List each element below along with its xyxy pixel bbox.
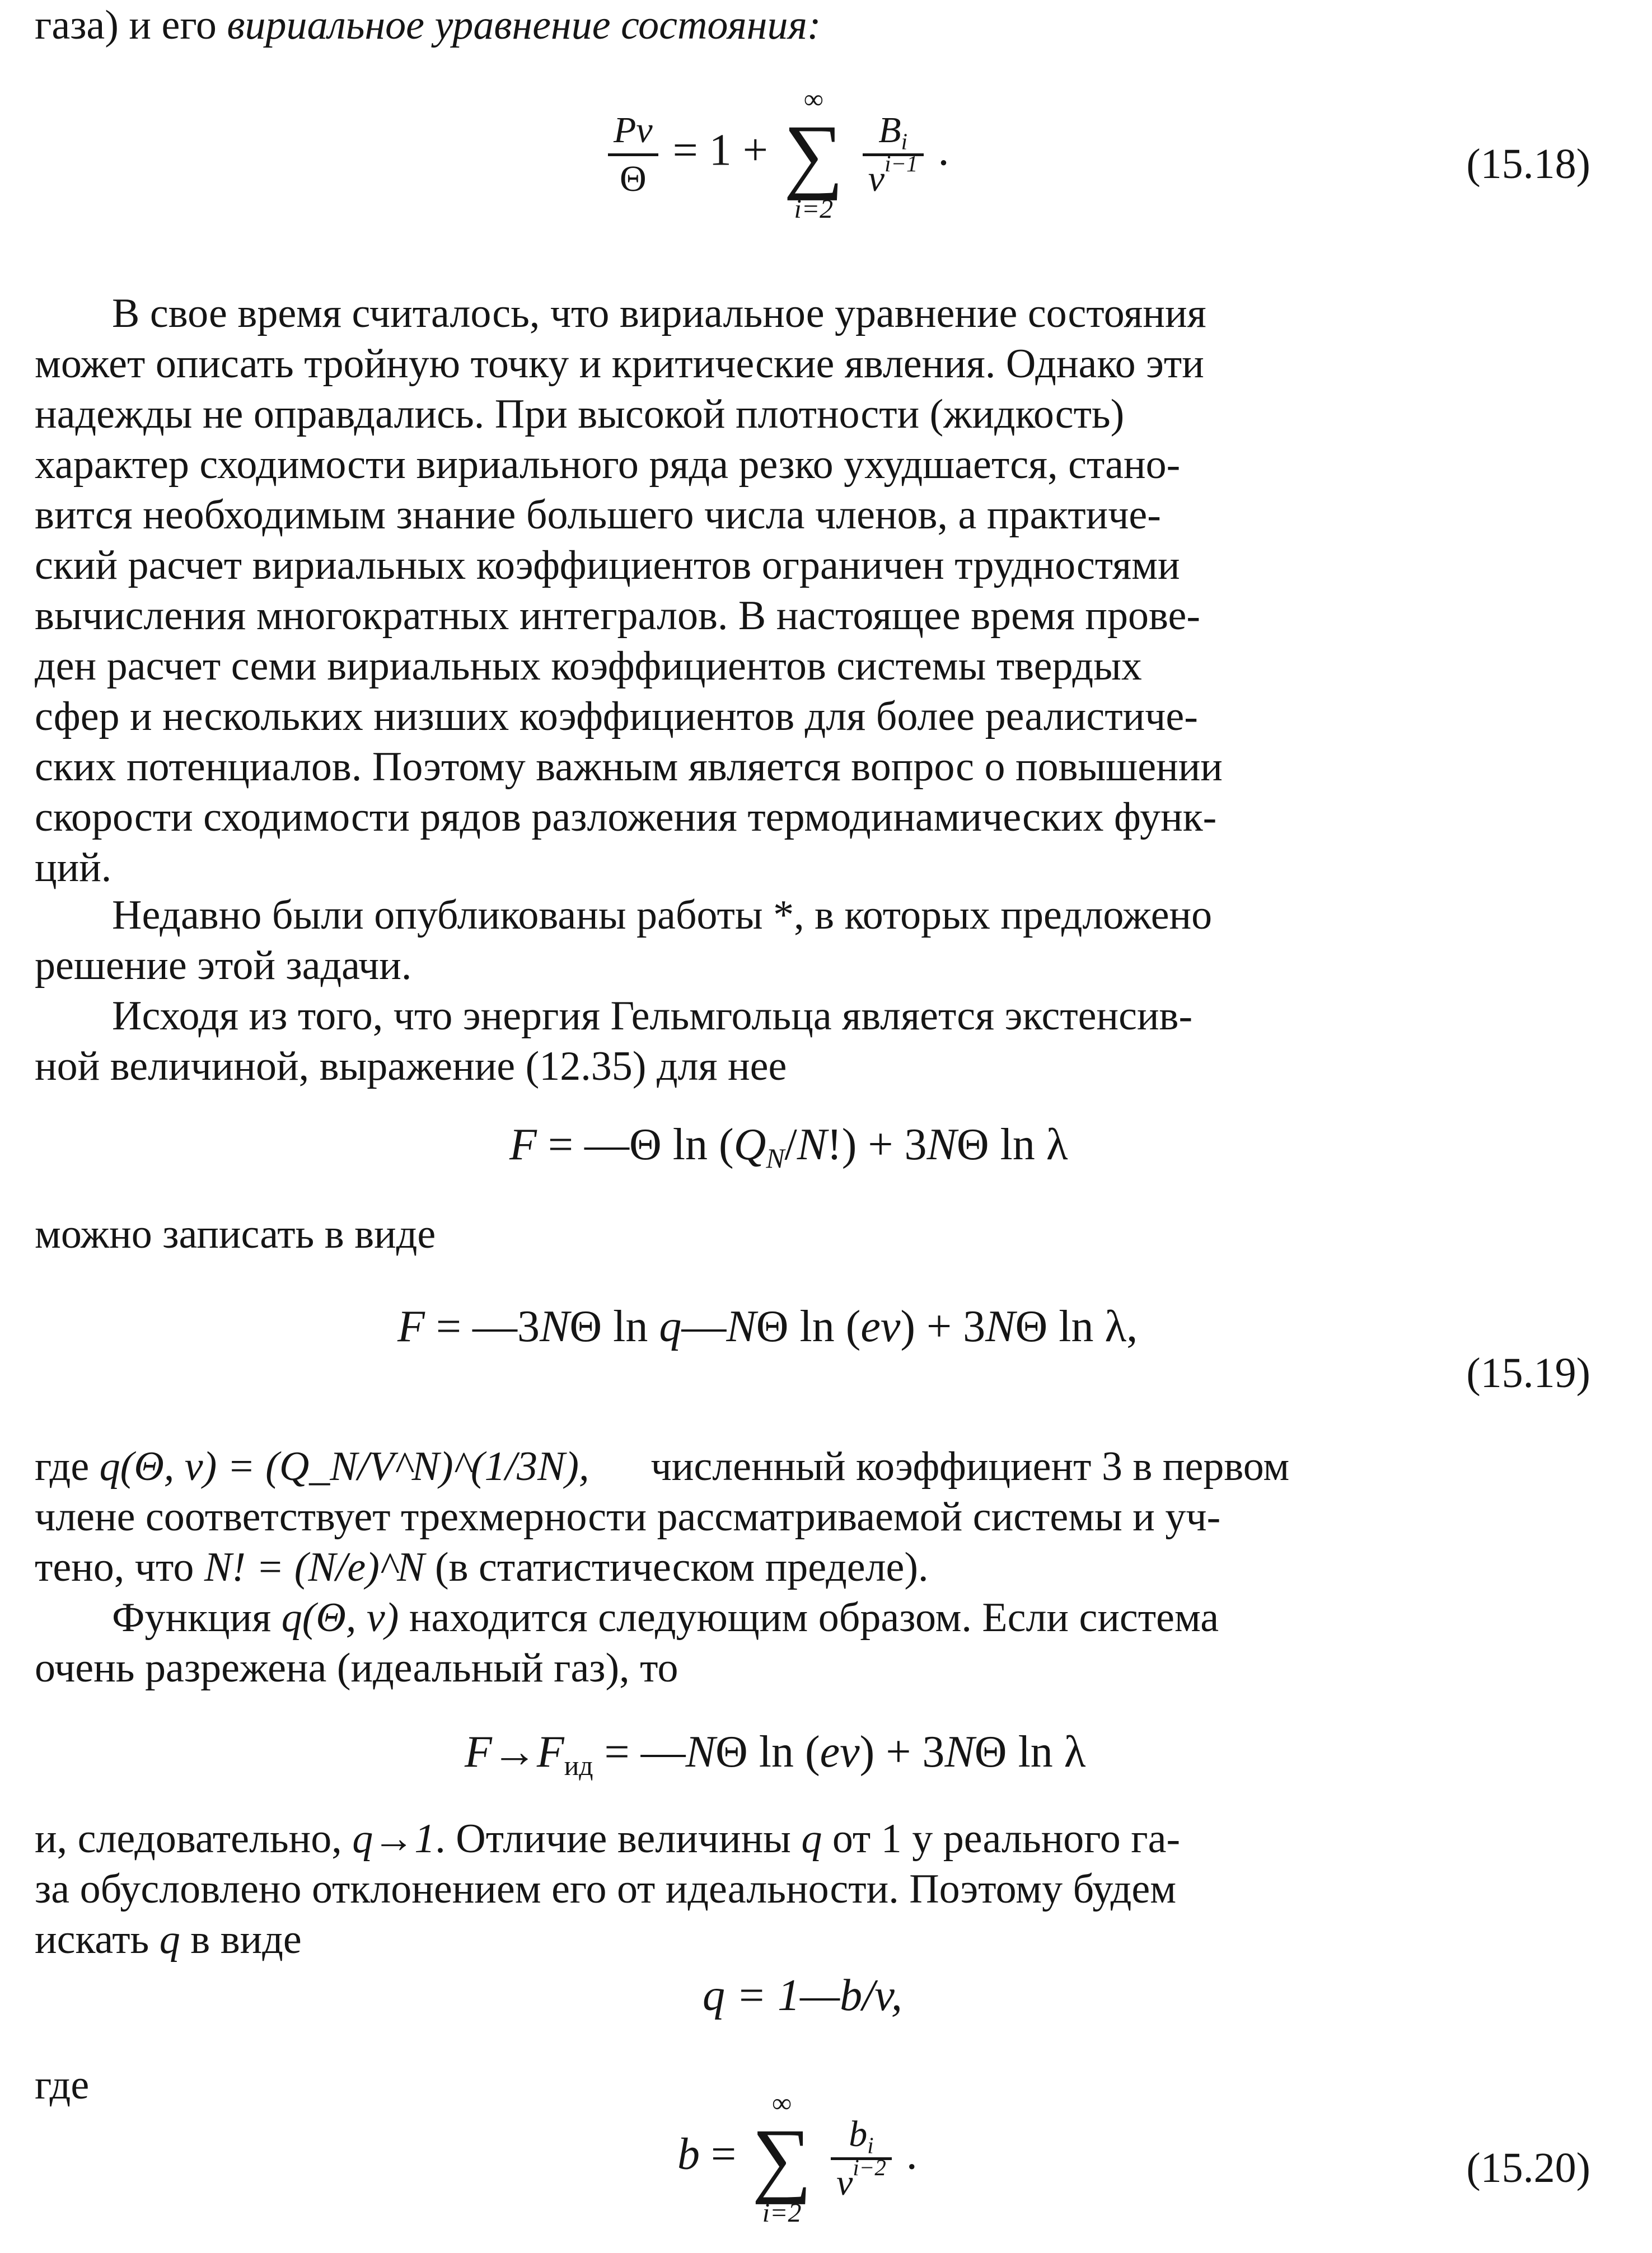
eq-fid-arrow: → — [492, 1727, 537, 1777]
eq-15-18-sum — [784, 84, 844, 225]
eq-15-20-sum-bottom: i=2 — [762, 2198, 802, 2228]
p6-line1-mid: . Отличие величины — [435, 1816, 802, 1862]
p1-line-0: В свое время считалось, что вириальное уравнение состояния — [112, 291, 1206, 336]
eq-15-19-k: N — [985, 1302, 1015, 1351]
p1-line-8: сфер и нескольких низших коэффициентов для более реалистиче- — [35, 694, 1198, 739]
eq-15-20-lhs: b — [677, 2129, 700, 2179]
eq-15-18-trail: . — [938, 125, 949, 175]
eq-15-20-den-sup: i−2 — [853, 2154, 886, 2180]
eq-fid-e: Θ ln ( — [715, 1727, 820, 1777]
p5-line1-post: находится следующим образом. Если система — [399, 1595, 1219, 1641]
eq-15-20-sum — [752, 2088, 812, 2229]
p3-line-0: Исходя из того, что энергия Гельмгольца является экстенсив- — [112, 993, 1193, 1039]
eq-15-18-lhs-num: Pv — [608, 111, 658, 156]
p4-line3-math: N! = (N/e)^N — [204, 1544, 425, 1590]
p6-line1-math: q→1 — [352, 1816, 436, 1862]
eq-f1-c-sub: N — [766, 1142, 785, 1174]
equation-number-15-20: (15.20) — [1466, 2144, 1590, 2191]
p4-line1-math: q(Θ, v) = (Q_N/V^N)^(1/3N), — [99, 1444, 589, 1489]
p4-line2: члене соответствует трехмерности рассматриваемой системы и уч- — [35, 1494, 1221, 1540]
paragraph-virial-history — [35, 288, 1591, 893]
paragraph-helmholtz — [35, 991, 1591, 1092]
p1-line-10: скорости сходимости рядов разложения термодинамических функ- — [35, 794, 1217, 840]
eq-15-20-trail: . — [906, 2129, 918, 2179]
equation-15-20 — [677, 2088, 918, 2229]
p5-line1-pre: Функция — [112, 1595, 282, 1641]
p6-line3-pre: искать — [35, 1917, 160, 1962]
p3-line-1: ной величиной, выражение (12.35) для нее — [35, 1043, 787, 1089]
eq-15-19-b: = —3 — [424, 1302, 540, 1351]
p2-line-1: решение этой задачи. — [35, 943, 412, 989]
eq-15-18-sum-top: ∞ — [804, 85, 823, 114]
eq-fid-b: F — [536, 1727, 564, 1777]
text-mozhno-line: можно записать в виде — [35, 1211, 436, 1257]
equation-q: q = 1—b/v, — [703, 1971, 902, 2020]
eq-15-20-equals: = — [700, 2129, 737, 2179]
eq-15-19-a: F — [397, 1302, 425, 1351]
p5-line1-math: q(Θ, v) — [281, 1595, 399, 1641]
eq-15-19-c: N — [540, 1302, 570, 1351]
p1-line-4: вится необходимым знание большего числа членов, а практиче- — [35, 492, 1161, 538]
equation-helmholtz — [509, 1120, 1068, 1174]
eq-f1-d: / — [784, 1120, 797, 1169]
equation-15-18 — [605, 84, 949, 225]
p1-line-3: характер сходимости вириального ряда резко ухудшается, стано- — [35, 442, 1181, 488]
eq-fid-a: F — [465, 1727, 492, 1777]
eq-fid-i: Θ ln λ — [974, 1727, 1086, 1777]
p6-line3-q: q — [159, 1917, 180, 1962]
eq-15-18-rhs-fraction — [863, 111, 924, 199]
p4-line3-pre: тено, что — [35, 1544, 204, 1590]
eq-15-19-e: q — [659, 1302, 682, 1351]
eq-15-20-sum-symbol: ∑ — [752, 2112, 812, 2205]
eq-15-18-rhs-num: B — [878, 109, 901, 151]
p1-line-1: может описать тройную точку и критические явления. Однако эти — [35, 341, 1204, 387]
equation-number-15-18: (15.18) — [1466, 140, 1590, 188]
intro-line — [35, 0, 1591, 50]
eq-15-20-fraction — [831, 2115, 892, 2203]
eq-15-18-lhs-fraction — [608, 111, 658, 199]
eq-15-20-num-sub: i — [867, 2132, 874, 2158]
eq-fid-h: N — [944, 1727, 975, 1777]
equation-15-19 — [397, 1304, 1138, 1349]
p2-line-0: Недавно были опубликованы работы *, в которых предложено — [112, 892, 1213, 938]
paragraph-function-q — [35, 1592, 1591, 1693]
eq-f1-g: N — [926, 1120, 957, 1169]
eq-fid-d: N — [685, 1727, 716, 1777]
equation-number-15-19: (15.19) — [1466, 1350, 1590, 1397]
equation-ideal-gas — [465, 1727, 1086, 1781]
p4-line1-post: численный коэффициент 3 в первом — [650, 1444, 1290, 1489]
eq-15-19-d: Θ ln — [569, 1302, 659, 1351]
p4-line1-pre: где — [35, 1444, 100, 1489]
eq-15-20-den: v — [836, 2162, 853, 2203]
eq-f1-a: F — [509, 1120, 537, 1169]
p4-line3-post: (в статистическом пределе). — [424, 1544, 929, 1590]
paragraph-q-limit — [35, 1814, 1591, 1965]
p1-line-6: вычисления многократных интегралов. В настоящее время прове- — [35, 593, 1200, 639]
eq-15-18-rhs-num-sub: i — [901, 128, 907, 154]
p1-line-7: ден расчет семи вириальных коэффициентов системы твердых — [35, 643, 1142, 689]
eq-15-19-j: ) + 3 — [900, 1302, 986, 1351]
eq-15-20-num: b — [849, 2113, 868, 2154]
eq-fid-f: ev — [820, 1727, 860, 1777]
p6-line1-q: q — [801, 1816, 822, 1862]
text-mozhno — [35, 1209, 1591, 1259]
eq-f1-e: N — [797, 1120, 827, 1169]
text-gde-line: где — [35, 2062, 90, 2108]
p6-line2: за обусловлено отклонением его от идеальности. Поэтому будем — [35, 1866, 1177, 1912]
intro-italic: вириальное уравнение состояния: — [227, 2, 821, 48]
eq-f1-c: Q — [733, 1120, 766, 1169]
eq-f1-h: Θ ln λ — [956, 1120, 1068, 1169]
eq-15-18-rhs-den-sup: i−1 — [885, 151, 918, 176]
eq-15-19-i: ev — [860, 1302, 901, 1351]
eq-15-19-g: N — [726, 1302, 756, 1351]
p5-line2: очень разрежена (идеальный газ), то — [35, 1645, 678, 1691]
eq-15-18-equals: = 1 + — [672, 125, 768, 175]
p6-line3-post: в виде — [180, 1917, 302, 1962]
p6-line1-pre: и, следовательно, — [35, 1816, 353, 1862]
eq-15-18-sum-symbol: ∑ — [783, 108, 844, 201]
eq-15-19-f: — — [681, 1302, 727, 1351]
p1-line-2: надежды не оправдались. При высокой плотности (жидкость) — [35, 391, 1125, 437]
eq-fid-b-sub: ид — [564, 1750, 593, 1781]
eq-f1-f: !) + 3 — [827, 1120, 927, 1169]
eq-15-20-sum-top: ∞ — [772, 2088, 792, 2118]
eq-15-18-sum-bottom: i=2 — [794, 194, 834, 224]
p1-line-5: ский расчет вириальных коэффициентов ограничен трудностями — [35, 542, 1180, 588]
paragraph-q-definition — [35, 1441, 1591, 1592]
eq-15-18-lhs-den: Θ — [619, 158, 647, 199]
eq-15-19-l: Θ ln λ, — [1015, 1302, 1138, 1351]
p1-line-9: ских потенциалов. Поэтому важным является вопрос о повышении — [35, 744, 1223, 790]
intro-plain: газа) и его — [35, 2, 227, 48]
eq-15-18-rhs-den: v — [868, 158, 885, 199]
p1-line-11: ций. — [35, 845, 112, 891]
eq-15-19-h: Θ ln ( — [756, 1302, 861, 1351]
eq-fid-g: ) + 3 — [859, 1727, 945, 1777]
eq-fid-c: = — — [593, 1727, 686, 1777]
paragraph-recent-works — [35, 890, 1591, 991]
eq-f1-b: = —Θ ln ( — [536, 1120, 734, 1169]
p6-line1-post: от 1 у реального га- — [822, 1816, 1181, 1862]
